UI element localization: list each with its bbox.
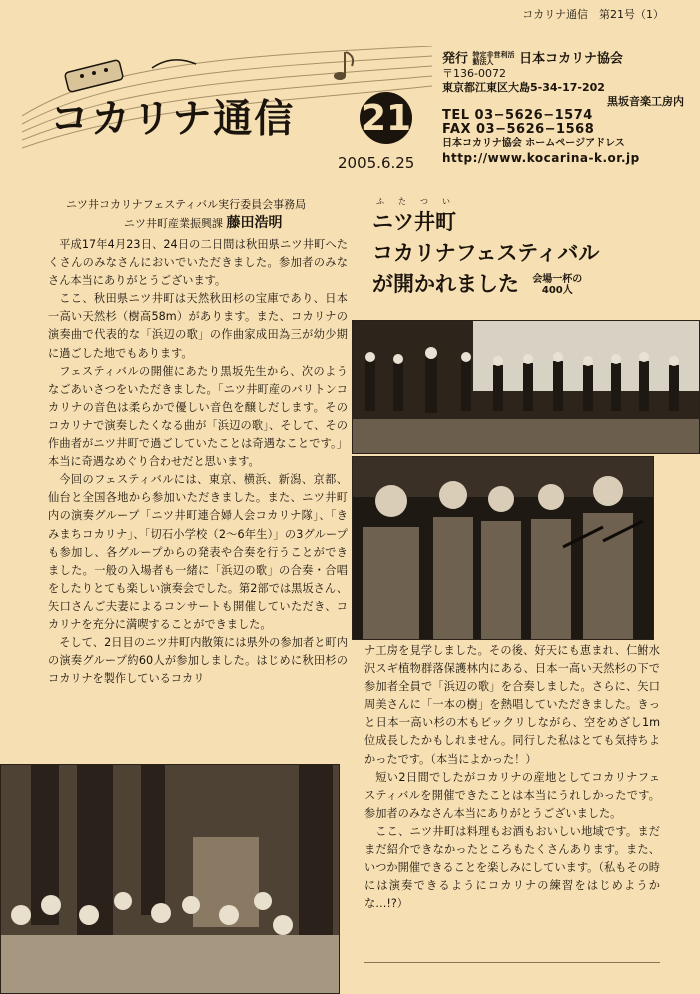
publisher-label: 発行 [442, 51, 469, 67]
issue-number-badge: 21 [360, 92, 412, 144]
headline-line-1: ニツ井町 [372, 210, 456, 234]
paragraph-5-continued: ナ工房を見学しました。その後、好天にも恵まれ、仁鮒水沢スギ植物群落保護林内にある、日本一高い天然杉の下で参加者全員で「浜辺の歌」を合奏しました。さらに、矢口周美さんに「一本の樹」を熱唱していただきました。きっと日本一高い杉の木もビックリしながら、空をめざし1m位成長したかもしれません。同行した私はとても気持ちよかったです。（本当によかった！） [364, 644, 660, 766]
homepage-url[interactable]: http://www.kocarina-k.or.jp [442, 150, 640, 165]
homepage-label: 日本コカリナ協会 ホームページアドレス [442, 137, 625, 149]
paragraph-3: フェスティバルの開催にあたり黒坂先生から、次のようなごあいさつをいただきました。「ニツ井町産のバリトンコカリナの音色は柔らかで優しい音色を醸しだします。そのコカリナで演奏したくなる曲が「浜辺の歌」、そして、その作曲者がニツ井町で過ごしていたことは奇遇なことです。」本当に奇遇なめぐり合わせだと思います。 [48, 364, 348, 469]
publisher-fax: FAX 03−5626−1568 [442, 121, 595, 137]
concert-stage-photo [352, 320, 700, 454]
forest-cedar-photo [0, 764, 340, 994]
article-body-left [48, 236, 348, 688]
article-body-right [364, 642, 660, 913]
headline-line-3: が開かれました [372, 272, 519, 296]
performers-photo [352, 456, 654, 640]
headline-line-2: コカリナフェスティバル [372, 241, 600, 265]
article-headline [372, 196, 692, 300]
byline-committee: ニツ井コカリナフェスティバル実行委員会事務局 [66, 198, 307, 211]
paragraph-7: ここ、ニツ井町は料理もお酒もおいしい地域です。まだまだ紹介できなかったところもたくさんあります。また、いつか開催できることを楽しみにしています。（私もその時には演奏できるようにコカリナの練習をはじめようかな…!?） [364, 824, 660, 911]
byline-department: ニツ井町産業振興課 [124, 217, 223, 230]
paragraph-5: そして、2日目のニツ井町内散策には県外の参加者と町内の演奏グループ約60人が参加しました。はじめに秋田杉のコカリナを製作しているコカリ [48, 636, 348, 686]
publisher-block [442, 52, 692, 165]
issue-date: 2005.6.25 [338, 154, 415, 172]
byline-author: 藤田浩明 [226, 215, 283, 231]
column-end-rule [364, 962, 660, 963]
page-reference: コカリナ通信 第21号（1） [522, 8, 664, 21]
publisher-tel: TEL 03−5626−1574 [442, 107, 593, 123]
paragraph-1: 平成17年4月23日、24日の二日間は秋田県ニツ井町へたくさんのみなさんにおいでいただきました。参加者のみなさん本当にありがとうございます。 [48, 238, 348, 288]
headline-note: 会場一杯の 400人 [532, 274, 583, 296]
publisher-org-name: 日本コカリナ協会 [519, 51, 623, 67]
music-note-icon [334, 52, 353, 80]
article-byline [66, 196, 336, 233]
publisher-postal: 〒136-0072 [442, 66, 506, 80]
publisher-org-type: 特定非営利活動法人 [472, 51, 515, 66]
publisher-building: 黒坂音楽工房内 [607, 94, 684, 108]
paragraph-6: 短い2日間でしたがコカリナの産地としてコカリナフェスティバルを開催できたことは本当にうれしかったです。参加者のみなさん本当にありがとうございました。 [364, 770, 660, 820]
headline-ruby: ふたつい [376, 197, 464, 206]
masthead-title: コカリナ通信 [50, 97, 296, 142]
paragraph-2: ここ、秋田県ニツ井町は天然秋田杉の宝庫であり、日本一高い天然杉（樹高58m）があります。また、コカリナの演奏曲で代表的な「浜辺の歌」の作曲家成田為三が幼少期に過ごした地でもあります。 [48, 292, 348, 360]
publisher-address: 東京都江東区大島5-34-17-202 [442, 80, 605, 94]
paragraph-4: 今回のフェスティバルには、東京、横浜、新潟、京都、仙台と全国各地から参加いただきました。また、ニツ井町内の演奏グループ「ニツ井町連合婦人会コカリナ隊」、「きみまちコカリナ」、「切石小学校（2〜6年生）」の3グループも参加し、各グループからの発表や合奏を行うことができました。一般の入場者も一緒に「浜辺の歌」の合奏・合唱をしたりとても楽しい演奏会でした。第2部では黒坂さん、矢口さんご夫妻によるコンサートも開催していただき、コカリナを充分に満喫することができました。 [48, 473, 348, 631]
